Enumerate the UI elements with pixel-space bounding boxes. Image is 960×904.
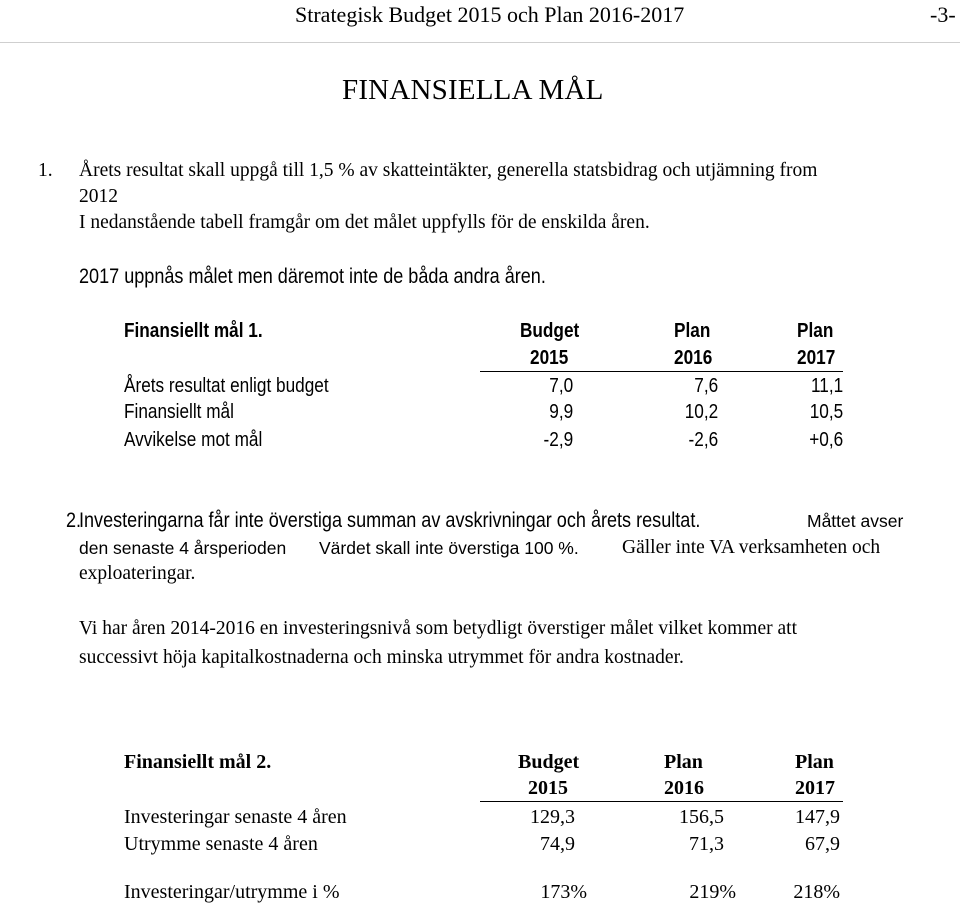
table1-cell: +0,6 <box>809 429 844 451</box>
section-title: FINANSIELLA MÅL <box>342 74 604 106</box>
table2-total-cell: 173% <box>540 881 587 903</box>
table1-cell: 10,5 <box>809 401 844 423</box>
table2-row-label: Investeringar senaste 4 åren <box>124 806 347 828</box>
table1-cell: 10,2 <box>684 401 719 423</box>
goal2-text-line2c: Gäller inte VA verksamheten och <box>622 537 881 558</box>
table1-header-rule <box>480 371 843 372</box>
table2-total-cell: 218% <box>793 881 840 903</box>
table2-col3-header: Plan <box>795 751 834 773</box>
goal1-text-line4: 2017 uppnås målet men däremot inte de båda andra åren. <box>79 265 546 288</box>
table1-cell: 7,6 <box>694 375 719 397</box>
table2-cell: 129,3 <box>530 806 575 828</box>
goal2-text-line2b: Värdet skall inte överstiga 100 %. <box>319 538 579 558</box>
table2-cell: 147,9 <box>795 806 840 828</box>
goal2-text-line3: exploateringar. <box>79 563 196 584</box>
goal1-text-line2: 2012 <box>79 186 118 207</box>
table2-col2-header: Plan <box>664 751 703 773</box>
goal2-text-line2a: den senaste 4 årsperioden <box>79 538 287 558</box>
table1-row-label: Avvikelse mot mål <box>124 429 263 451</box>
goal1-text-line3: I nedanstående tabell framgår om det målet uppfylls för de enskilda åren. <box>79 212 650 233</box>
table2-total-label: Investeringar/utrymme i % <box>124 881 340 903</box>
goal2-para2-line2: successivt höja kapitalkostnaderna och minska utrymmet för andra kostnader. <box>79 647 684 668</box>
table1-row-label: Årets resultat enligt budget <box>124 375 329 397</box>
table2-col3-year: 2017 <box>795 777 835 799</box>
table1-cell: -2,9 <box>543 429 574 451</box>
goal1-number: 1. <box>38 160 53 181</box>
goal2-text-line1a: Investeringarna får inte överstiga summan av avskrivningar och årets resultat. <box>79 509 701 532</box>
table1-cell: 9,9 <box>549 401 574 423</box>
table2-col1-header: Budget <box>518 751 580 773</box>
goal2-para2-line1: Vi har åren 2014-2016 en investeringsnivå som betydligt överstiger målet vilket kommer att <box>79 618 797 639</box>
header-divider <box>0 42 960 43</box>
table1-title: Finansiellt mål 1. <box>124 320 263 342</box>
goal1-text-line1: Årets resultat skall uppgå till 1,5 % av skatteintäkter, generella statsbidrag och utjämning from <box>79 160 818 181</box>
table1-cell: -2,6 <box>688 429 719 451</box>
goal2-text-line1b: Måttet avser <box>807 511 904 531</box>
table2-row-label: Utrymme senaste 4 åren <box>124 833 318 855</box>
document-header-title: Strategisk Budget 2015 och Plan 2016-2017 <box>295 2 685 27</box>
table2-col2-year: 2016 <box>664 777 704 799</box>
table2-cell: 74,9 <box>540 833 575 855</box>
table1-col1-header: Budget <box>520 320 580 342</box>
table2-header-rule <box>480 801 843 802</box>
table2-cell: 67,9 <box>805 833 840 855</box>
table2-cell: 71,3 <box>689 833 724 855</box>
page-number: -3- <box>930 2 956 27</box>
table1-col3-year: 2017 <box>797 347 836 369</box>
table1-cell: 11,1 <box>810 375 844 397</box>
table1-col2-header: Plan <box>674 320 711 342</box>
table2-total-cell: 219% <box>689 881 736 903</box>
table1-row-label: Finansiellt mål <box>124 401 234 423</box>
table1-cell: 7,0 <box>549 375 574 397</box>
table1-col3-header: Plan <box>797 320 834 342</box>
table2-title: Finansiellt mål 2. <box>124 751 272 773</box>
table2-col1-year: 2015 <box>528 777 568 799</box>
goal2-number: 2. <box>66 509 82 532</box>
table2-cell: 156,5 <box>679 806 724 828</box>
table1-col1-year: 2015 <box>530 347 569 369</box>
table1-col2-year: 2016 <box>674 347 713 369</box>
